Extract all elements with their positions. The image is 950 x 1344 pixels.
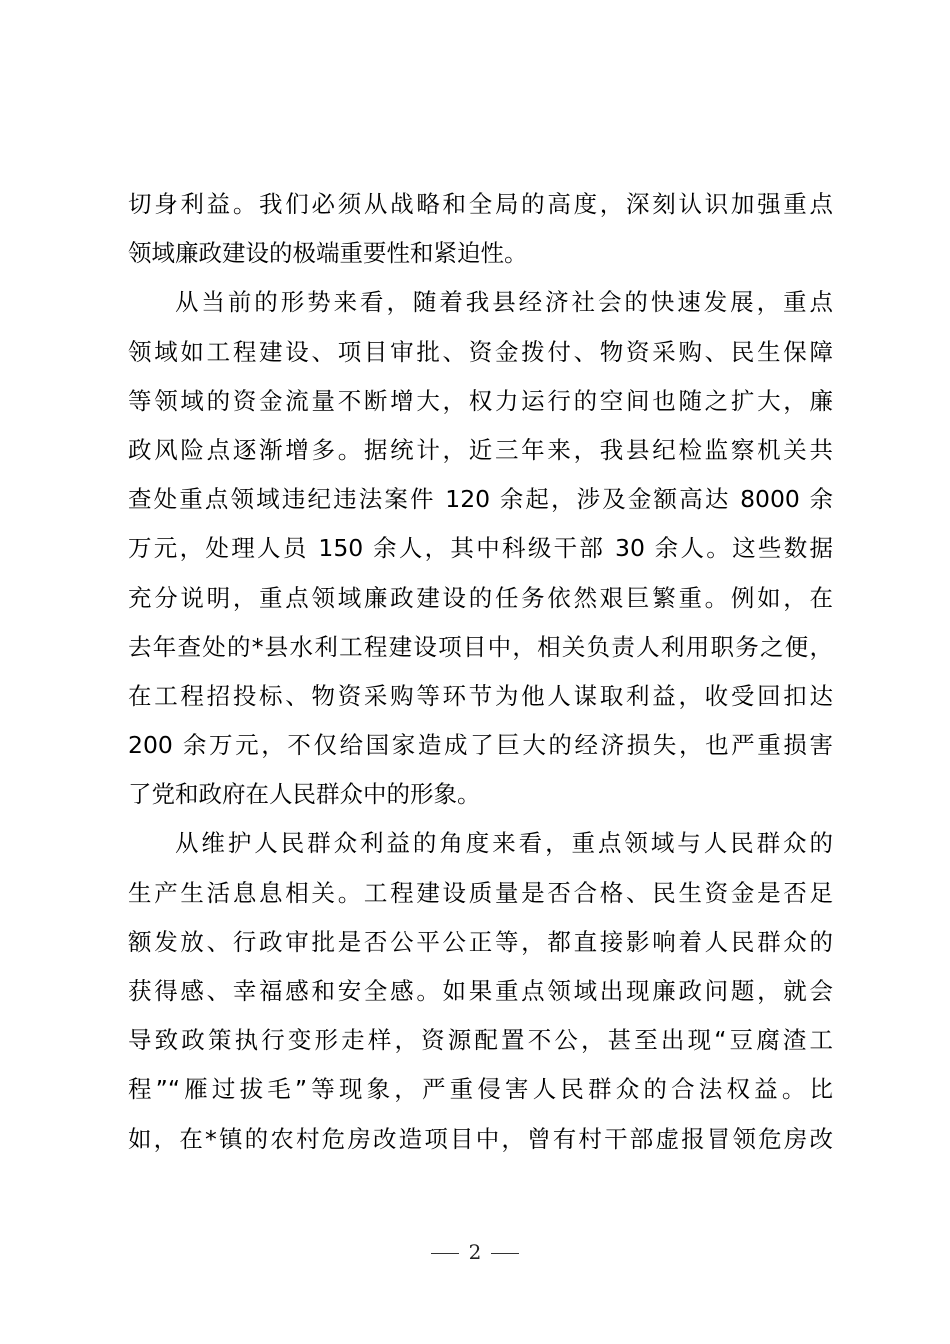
text-line: 获得感、幸福感和安全感。如果重点领域出现廉政问题，就会 bbox=[128, 977, 833, 1005]
text-line: 去年查处的*县水利工程建设项目中，相关负责人利用职务之便， bbox=[128, 632, 833, 661]
text-line: 了党和政府在人民群众中的形象。 bbox=[128, 780, 481, 809]
paragraph-first-line: 从当前的形势来看，随着我县经济社会的快速发展，重点 bbox=[175, 288, 833, 317]
text-line: 领域如工程建设、项目审批、资金拨付、物资采购、民生保障 bbox=[128, 337, 833, 366]
text-line: 生产生活息息相关。工程建设质量是否合格、民生资金是否足 bbox=[128, 878, 833, 907]
text-line: 导致政策执行变形走样，资源配置不公，甚至出现“豆腐渣工 bbox=[128, 1026, 833, 1055]
page-number: 2 bbox=[468, 1240, 482, 1264]
text-line: 额发放、行政审批是否公平公正等，都直接影响着人民群众的 bbox=[128, 927, 833, 956]
text-line: 程”“雁过拔毛”等现象，严重侵害人民群众的合法权益。比 bbox=[128, 1075, 833, 1104]
page-footer bbox=[0, 1240, 950, 1264]
text-line: 如，在*镇的农村危房改造项目中，曾有村干部虚报冒领危房改 bbox=[128, 1124, 833, 1153]
document-body bbox=[128, 180, 833, 1164]
text-line: 万元，处理人员 150 余人，其中科级干部 30 余人。这些数据 bbox=[128, 534, 833, 563]
footer-dash-right bbox=[491, 1253, 519, 1254]
text-line: 领域廉政建设的极端重要性和紧迫性。 bbox=[128, 239, 528, 268]
text-line: 等领域的资金流量不断增大，权力运行的空间也随之扩大，廉 bbox=[128, 386, 833, 415]
text-line: 切身利益。我们必须从战略和全局的高度，深刻认识加强重点 bbox=[128, 190, 833, 218]
paragraph-first-line: 从维护人民群众利益的角度来看，重点领域与人民群众的 bbox=[175, 829, 833, 858]
text-line: 在工程招投标、物资采购等环节为他人谋取利益，收受回扣达 bbox=[128, 681, 833, 710]
text-line: 充分说明，重点领域廉政建设的任务依然艰巨繁重。例如，在 bbox=[128, 583, 833, 612]
footer-dash-left bbox=[431, 1253, 459, 1254]
text-line: 200 余万元，不仅给国家造成了巨大的经济损失，也严重损害 bbox=[128, 731, 833, 760]
text-line: 查处重点领域违纪违法案件 120 余起，涉及金额高达 8000 余 bbox=[128, 485, 833, 514]
text-line: 政风险点逐渐增多。据统计，近三年来，我县纪检监察机关共 bbox=[128, 435, 833, 464]
